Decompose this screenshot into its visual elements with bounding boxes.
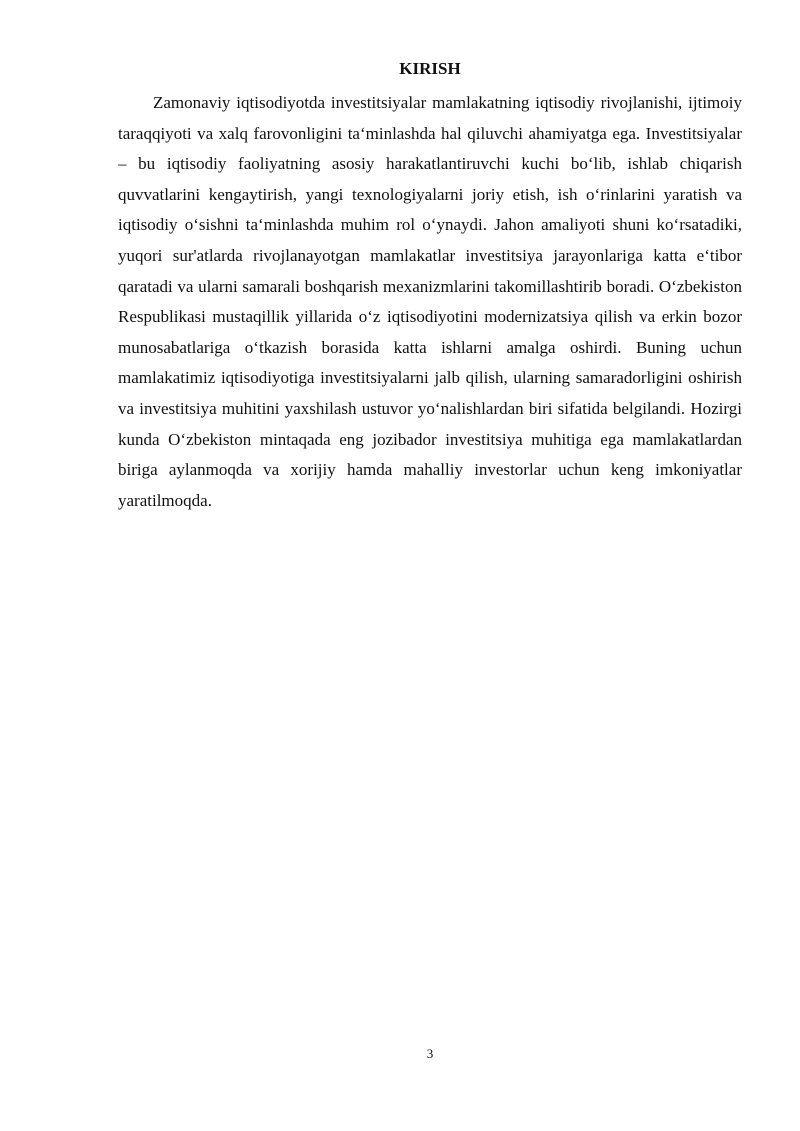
section-heading: KIRISH: [399, 59, 461, 78]
intro-paragraph: Zamonaviy iqtisodiyotda investitsiyalar mamlakatning iqtisodiy rivojlanishi, ijtimoiy taraqqiyoti va xalq farovonligini ta‘minlashda hal qiluvchi ahamiyatga ega. Investitsiyalar – bu iqtisodiy faoliyatning asosiy harakatlantiruvchi kuchi bo‘lib, ishlab chiqarish quvvatlarini kengaytirish, yangi texnologiyalarni joriy etish, ish o‘rinlarini yaratish va iqtisodiy o‘sishni ta‘minlashda muhim rol o‘ynaydi. Jahon amaliyoti shuni ko‘rsatadiki, yuqori sur'atlarda rivojlanayotgan mamlakatlar investitsiya jarayonlariga katta e‘tibor qaratadi va ularni samarali boshqarish mexanizmlarini takomillashtirib boradi. O‘zbekiston Respublikasi mustaqillik yillarida o‘z iqtisodiyotini modernizatsiya qilish va erkin bozor munosabatlariga o‘tkazish borasida katta ishlarni amalga oshirdi. Buning uchun mamlakatimiz iqtisodiyotiga investitsiyalarni jalb qilish, ularning samaradorligini oshirish va investitsiya muhitini yaxshilash ustuvor yo‘nalishlardan biri sifatida belgilandi. Hozirgi kunda O‘zbekiston mintaqada eng jozibador investitsiya muhitiga ega mamlakatlardan biriga aylanmoqda va xorijiy hamda mahalliy investorlar uchun keng imkoniyatlar yaratilmoqda.: [118, 93, 742, 510]
page-number: 3: [426, 1046, 434, 1061]
